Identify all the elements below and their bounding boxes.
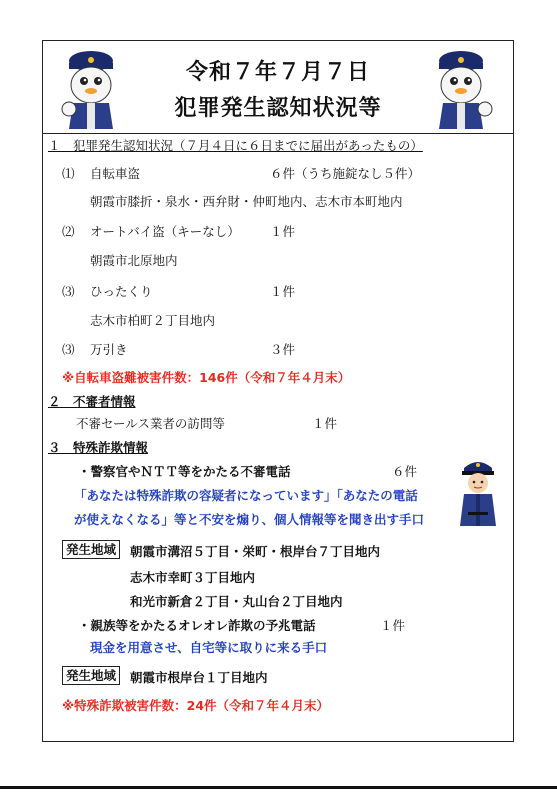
item-label: 万引き <box>90 342 128 357</box>
fraud-call2-desc: 現金を用意させ、自宅等に取りに来る手口 <box>90 640 328 655</box>
police-officer-icon <box>456 456 500 530</box>
fraud-call1-area: 和光市新倉２丁目・丸山台２丁目地内 <box>130 594 343 609</box>
item-location: 志木市柏町２丁目地内 <box>90 313 216 328</box>
item-location: 朝霞市膝折・泉水・西弁財・仲町地内、志木市本町地内 <box>90 194 403 209</box>
item-count: １件 <box>270 224 296 239</box>
fraud-cases-note: ※特殊詐欺被害件数：24件（令和７年４月末） <box>62 698 330 713</box>
item-count: ６件（うち施錠なし５件） <box>270 166 421 181</box>
fraud-call2-area: 朝霞市根岸台１丁目地内 <box>130 670 268 685</box>
fraud-call1-count: ６件 <box>392 464 418 479</box>
suspicious-item-label: 不審セールス業者の訪問等 <box>76 416 225 431</box>
section1-heading: １ 犯罪発生認知状況（７月４日に６日までに届出があったもの） <box>48 138 423 153</box>
item-count: １件 <box>270 284 296 299</box>
item-number: ⑵ <box>62 224 75 239</box>
report-title: 犯罪発生認知状況等 <box>174 96 382 121</box>
fraud-call1-area: 朝霞市溝沼５丁目・栄町・根岸台７丁目地内 <box>130 544 381 559</box>
fraud-call1-label: ・警察官やＮＴＴ等をかたる不審電話 <box>78 464 291 479</box>
item-number: ⑶ <box>62 284 75 299</box>
section2-heading: ２ 不審者情報 <box>48 394 136 409</box>
fraud-call1-desc: 「あなたは特殊詐欺の容疑者になっています」「あなたの電話 <box>74 488 418 503</box>
report-date: 令和７年７月７日 <box>185 60 370 85</box>
fraud-call1-area: 志木市幸町３丁目地内 <box>130 570 256 585</box>
item-number: ⑴ <box>62 166 75 181</box>
item-count: ３件 <box>270 342 296 357</box>
item-number: ⑶ <box>62 342 75 357</box>
item-location: 朝霞市北原地内 <box>90 253 178 268</box>
area-label: 発生地域 <box>62 666 120 685</box>
fraud-call2-label: ・親族等をかたるオレオレ詐欺の予兆電話 <box>78 618 316 633</box>
section3-heading: ３ 特殊詐欺情報 <box>48 440 149 455</box>
report-header <box>43 41 513 134</box>
bottom-divider <box>0 786 557 789</box>
police-mascot-icon <box>427 47 495 131</box>
item-label: 自転車盗 <box>90 166 141 181</box>
area-label: 発生地域 <box>62 540 120 559</box>
suspicious-item-count: １件 <box>312 416 338 431</box>
item-label: オートバイ盗（キーなし） <box>90 224 240 239</box>
area-row <box>62 668 120 684</box>
fraud-call1-desc: が使えなくなる」等と不安を煽り、個人情報等を聞き出す手口 <box>74 512 425 527</box>
area-row <box>62 542 120 558</box>
item-label: ひったくり <box>90 284 153 299</box>
bicycle-theft-note: ※自転車盗難被害件数：146件（令和７年４月末） <box>62 370 351 385</box>
fraud-call2-count: １件 <box>380 618 406 633</box>
